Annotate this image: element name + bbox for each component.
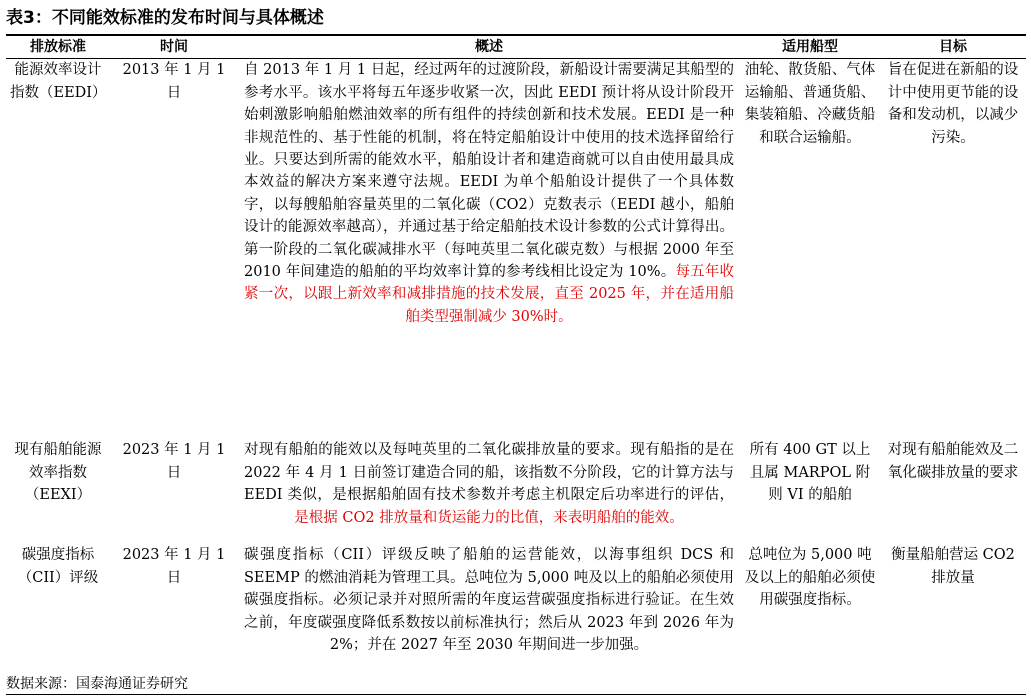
cell-time: 2023 年 1 月 1 日 bbox=[122, 442, 226, 481]
header-ship-types: 适用船型 bbox=[740, 35, 880, 59]
cell-ship-types: 总吨位为 5,000 吨及以上的船舶必须使用碳强度指标。 bbox=[740, 544, 880, 695]
cell-time: 2023 年 1 月 1 日 bbox=[110, 544, 238, 695]
table-title: 表3：不同能效标准的发布时间与具体概述 bbox=[6, 8, 324, 28]
cell-ship-types: 油轮、散货船、气体运输船、普通货船、集装箱船、冷藏货船和联合运输船。 bbox=[744, 62, 876, 146]
cell-overview bbox=[238, 439, 740, 544]
cell-goal: 衡量船舶营运 CO2 排放量 bbox=[880, 544, 1026, 695]
header-row bbox=[6, 35, 1026, 59]
header-standard: 排放标准 bbox=[6, 35, 110, 59]
cell-standard: 碳强度指标（CII）评级 bbox=[6, 544, 110, 695]
standards-table bbox=[6, 34, 1026, 695]
header-time: 时间 bbox=[110, 35, 238, 59]
cell-standard: 能源效率设计指数（EEDI） bbox=[10, 62, 107, 101]
data-source-note: 数据来源：国泰海通证券研究 bbox=[6, 676, 188, 692]
cell-goal: 对现有船舶能效及二氧化碳排放量的要求 bbox=[887, 442, 1019, 481]
cell-overview bbox=[238, 544, 740, 695]
overview-text: 碳强度指标（CII）评级反映了船舶的运营能效，以海事组织 DCS 和 SEEMP 的燃油消耗为管理工具。总吨位为 5,000 吨及以上的船舶必须使用碳强度指标。必须记录并对照所需的年度运营碳强度指标进行验证。在生效之前，年度碳强度降低系数按以前标准执行；然后从 2023 年到 2026 年为 2%；并在 2027 年至 2030 年期间进一步加强。 bbox=[244, 547, 734, 654]
table-row bbox=[6, 544, 1026, 695]
cell-goal: 旨在促进在新船的设计中使用更节能的设备和发动机，以减少污染。 bbox=[887, 62, 1019, 146]
cell-standard: 现有船舶能源效率指数（EEXI） bbox=[14, 442, 102, 504]
table-row bbox=[6, 59, 1026, 440]
cell-time: 2013 年 1 月 1 日 bbox=[122, 62, 226, 101]
cell-overview bbox=[238, 59, 740, 440]
overview-text: 对现有船舶的能效以及每吨英里的二氧化碳排放量的要求。现有船指的是在 2022 年 4 月 1 日前签订建造合同的船，该指数不分阶段，它的计算方法与 EEDI 类似，是根据船舶固有技术参数并考虑主机限定后功率进行的评估， bbox=[244, 442, 734, 504]
header-goal: 目标 bbox=[880, 35, 1026, 59]
header-overview: 概述 bbox=[238, 35, 740, 59]
overview-highlight: 是根据 CO2 排放量和货运能力的比值，来表明船舶的能效。 bbox=[294, 509, 684, 526]
overview-highlight: 每五年收紧一次，以跟上新效率和减排措施的技术发展，直至 2025 年，并在适用船舶类型强制减少 30%时。 bbox=[244, 264, 735, 325]
cell-ship-types: 所有 400 GT 以上且属 MARPOL 附则 VI 的船舶 bbox=[749, 442, 871, 504]
table-row bbox=[6, 439, 1026, 544]
overview-text: 自 2013 年 1 月 1 日起，经过两年的过渡阶段，新船设计需要满足其船型的参考水平。该水平将每五年逐步收紧一次，因此 EEDI 预计将从设计阶段开始刺激影响船舶燃油效率的所有组件的持续创新和技术发展。EEDI 是一种非规范性的、基于性能的机制，将在特定船舶设计中使用的技术选择留给行业。只要达到所需的能效水平，船舶设计者和建造商就可以自由使用最具成本效益的解决方案来遵守法规。EEDI 为单个船舶设计提供了一个具体数字，以每艘船舶容量英里的二氧化碳（CO2）克数表示（EEDI 越小，船舶设计的能源效率越高），并通过基于给定船舶技术设计参数的公式计算得出。第一阶段的二氧化碳减排水平（每吨英里二氧化碳克数）与根据 2000 年至 2010 年间建造的船舶的平均效率计算的参考线相比设定为 10%。 bbox=[244, 62, 734, 281]
